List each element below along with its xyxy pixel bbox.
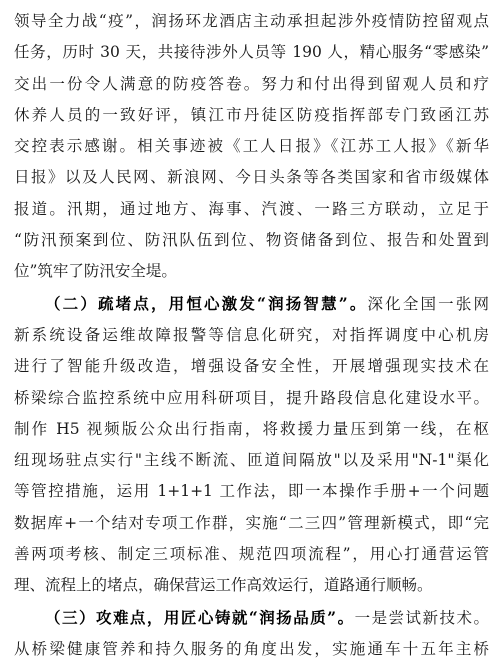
line-text: 一是尝试新技术。	[354, 608, 489, 627]
line-text: 纽现场驻点实行"主线不断流、匝道间隔放"以及采用"N-1"渠化	[14, 451, 489, 470]
text-line	[14, 194, 489, 225]
text-line	[14, 508, 489, 539]
text-line	[14, 539, 489, 570]
line-text: 交出一份令人满意的防疫答卷。努力和付出得到留观人员和疗	[14, 74, 489, 93]
text-line	[14, 131, 489, 162]
body-text	[14, 6, 489, 665]
line-text: 善两项考核、制定三项标准、规范四项流程”，用心打通营运管	[14, 545, 489, 564]
line-text: “防汛预案到位、防汛队伍到位、物资储备到位、报告和处置到	[14, 231, 489, 250]
text-line	[14, 351, 489, 382]
text-line	[14, 414, 489, 445]
line-text: 桥梁综合监控系统中应用科研项目，提升路段信息化建设水平。	[14, 388, 489, 407]
line-text: 位”筑牢了防汛安全堤。	[14, 262, 177, 281]
line-text: 等管控措施，运用 1+1+1 工作法，即一本操作手册+一个问题	[14, 482, 489, 501]
line-text: 深化全国一张网	[367, 294, 489, 313]
line-text: 日报》以及人民网、新浪网、今日头条等各类国家和省市级媒体	[14, 168, 489, 187]
line-text: 任务，历时 30 天，共接待涉外人员等 190 人，精心服务“零感染”	[14, 43, 489, 62]
text-line	[14, 570, 489, 601]
line-text: 交控表示感谢。相关事迹被《工人日报》《江苏工人报》《新华	[14, 137, 489, 156]
text-line	[14, 634, 489, 665]
text-line	[14, 476, 489, 507]
text-line	[14, 445, 489, 476]
line-text: 领导全力战“疫”，润扬环龙酒店主动承担起涉外疫情防控留观点	[14, 12, 489, 30]
line-text: 新系统设备运维故障报警等信息化研究，对指挥调度中心机房	[14, 325, 489, 344]
text-line	[14, 37, 489, 68]
line-text: 理、流程上的堵点，确保营运工作高效运行，道路通行顺畅。	[14, 576, 433, 595]
text-line	[14, 225, 489, 256]
text-line	[14, 162, 489, 193]
section-heading-line	[14, 602, 489, 634]
text-line	[14, 6, 489, 37]
line-text: 数据库+一个结对专项工作群，实施“二三四”管理新模式，即“完	[14, 513, 489, 532]
line-text: 制作 H5 视频版公众出行指南，将救援力量压到第一线，在枢	[14, 419, 489, 438]
line-text: 报道。汛期，通过地方、海事、汽渡、一路三方联动，立足于	[14, 199, 489, 218]
text-line	[14, 383, 489, 414]
text-line	[14, 69, 489, 100]
line-text: 进行了智能升级改造，增强设备安全性，开展增强现实技术在	[14, 357, 489, 376]
section-heading: （二）疏堵点，用恒心激发“润扬智慧”。	[45, 293, 368, 313]
line-text: 从桥梁健康管养和持久服务的角度出发，实施通车十五年主桥	[14, 639, 489, 658]
section-heading: （三）攻难点，用匠心铸就“润扬品质”。	[45, 607, 355, 627]
text-line	[14, 100, 489, 131]
section-heading-line	[14, 288, 489, 320]
text-line	[14, 256, 489, 287]
text-line	[14, 320, 489, 351]
line-text: 休养人员的一致好评，镇江市丹徒区防疫指挥部专门致函江苏	[14, 105, 489, 124]
